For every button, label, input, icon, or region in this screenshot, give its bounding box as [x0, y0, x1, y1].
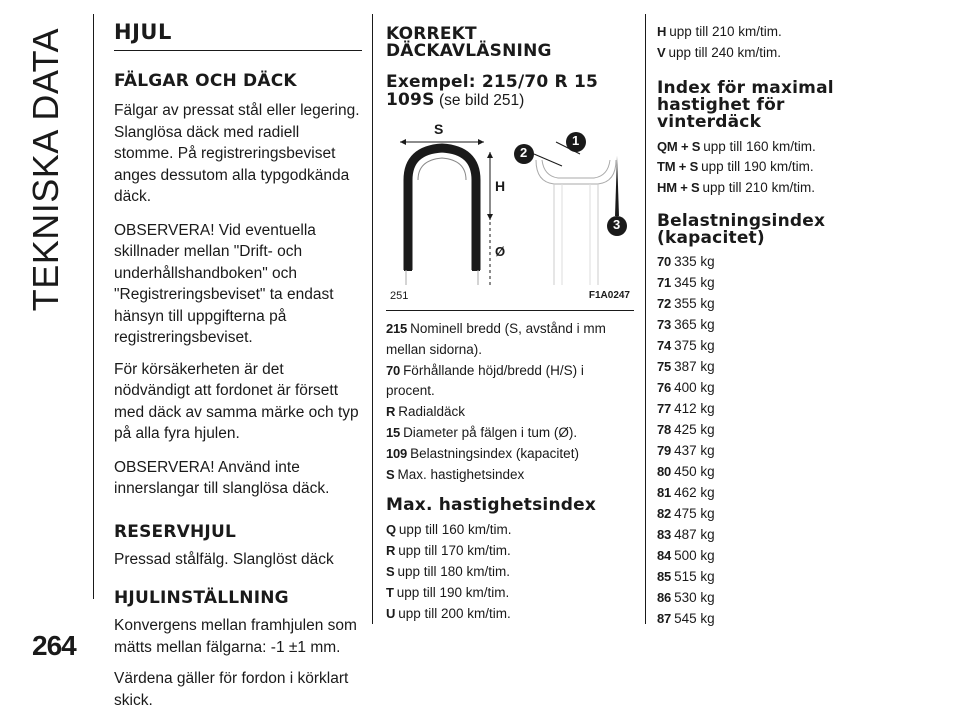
winter-index-key: HM + S: [657, 180, 700, 196]
speed-index-value: upp till 240 km/tim.: [668, 44, 782, 60]
speed-index-item: [386, 520, 634, 541]
sidebar-divider: [93, 14, 94, 599]
load-index-key: 87: [657, 610, 672, 626]
load-index-key: 80: [657, 463, 672, 479]
page-title: HJUL: [114, 20, 362, 51]
speed-index-key: Q: [386, 522, 396, 538]
legend-key: R: [386, 404, 396, 420]
legend-key: 109: [386, 445, 408, 461]
load-index-item: [657, 503, 887, 524]
load-index-item: [657, 335, 887, 356]
speed-index-value: upp till 170 km/tim.: [398, 543, 511, 559]
speed-index-value: upp till 210 km/tim.: [669, 24, 782, 39]
winter-index-item: [657, 157, 887, 178]
tyre-figure: [386, 120, 634, 311]
tube-note-paragraph: OBSERVERA! Använd inte innerslangar till slanglösa däck.: [114, 458, 330, 497]
speed-index-list-continued: [657, 22, 887, 64]
legend-value: Diameter på fälgen i tum (Ø).: [403, 424, 578, 440]
load-index-value: 530 kg: [674, 589, 715, 605]
load-index-item: [657, 545, 887, 566]
column-wheels: [114, 20, 362, 711]
tyre-reading-heading: KORREKT DÄCKAVLÄSNING: [386, 24, 552, 61]
section-sidebar: [18, 14, 78, 594]
legend-key: 15: [386, 424, 401, 440]
load-index-key: 77: [657, 400, 672, 416]
load-index-item: [657, 293, 887, 314]
load-index-item: [657, 587, 887, 608]
tyre-diagram: [386, 120, 634, 290]
load-index-value: 412 kg: [674, 400, 715, 416]
load-index-key: 70: [657, 253, 672, 269]
legend-item: [386, 423, 634, 444]
load-index-value: 437 kg: [674, 442, 715, 458]
rims-paragraph: Fälgar av pressat stål eller legering. Slanglösa däck med radiell stomme. På registreringsbeviset anges dessutom alla typgodkända däck.: [114, 102, 360, 205]
winter-speed-index-heading: Index för maximal hastighet för vinterdäck: [657, 77, 834, 132]
speed-index-item: [657, 43, 887, 64]
load-index-key: 71: [657, 274, 672, 290]
example-figure-reference: (se bild 251): [438, 92, 525, 109]
speed-index-value: upp till 180 km/tim.: [397, 563, 511, 579]
legend-key: 215: [386, 321, 408, 336]
load-index-value: 400 kg: [674, 379, 715, 395]
speed-index-key: H: [657, 24, 667, 39]
tyre-code-legend: [386, 319, 634, 485]
example-line: [386, 74, 634, 110]
legend-item: [386, 402, 634, 423]
winter-index-item: [657, 178, 887, 199]
load-index-key: 82: [657, 505, 672, 521]
alignment-heading: HJULINSTÄLLNING: [114, 588, 289, 608]
page-number: 264: [32, 630, 76, 661]
speed-index-heading: Max. hastighetsindex: [386, 495, 597, 516]
speed-index-item: [386, 583, 634, 604]
load-index-key: 78: [657, 421, 672, 437]
load-index-key: 79: [657, 442, 672, 458]
alignment-note: Värdena gäller för fordon i körklart skick.: [114, 670, 349, 709]
column-divider: [645, 14, 646, 624]
speed-index-value: upp till 200 km/tim.: [398, 605, 511, 621]
legend-item: [386, 361, 634, 403]
load-index-key: 72: [657, 295, 672, 311]
load-index-item: [657, 398, 887, 419]
spare-wheel-heading: RESERVHJUL: [114, 521, 236, 542]
note-paragraph: OBSERVERA! Vid eventuella skillnader mellan "Drift- och underhållshandboken" och "Registreringsbeviset" ta endast hänsyn till uppgifterna på registreringsbeviset.: [114, 221, 334, 346]
load-index-value: 335 kg: [674, 253, 715, 269]
load-index-value: 500 kg: [674, 547, 715, 563]
load-index-item: [657, 377, 887, 398]
load-index-key: 76: [657, 379, 672, 395]
load-index-value: 375 kg: [674, 337, 715, 353]
load-index-key: 74: [657, 337, 672, 353]
legend-value: Radialdäck: [398, 404, 465, 420]
callout-1: 1: [572, 133, 580, 148]
legend-value: Förhållande höjd/bredd (H/S) i procent.: [386, 362, 584, 399]
speed-index-key: T: [386, 584, 394, 600]
speed-index-key: S: [386, 563, 395, 579]
winter-speed-index-list: [657, 137, 887, 199]
load-index-key: 86: [657, 589, 672, 605]
load-index-item: [657, 356, 887, 377]
legend-item: [386, 444, 634, 465]
legend-key: 70: [386, 362, 401, 378]
load-index-value: 462 kg: [674, 484, 715, 500]
callout-2: 2: [520, 145, 528, 160]
load-index-value: 450 kg: [674, 463, 715, 479]
winter-index-value: upp till 210 km/tim.: [702, 180, 816, 196]
load-index-item: [657, 461, 887, 482]
load-index-item: [657, 608, 887, 629]
safety-paragraph: För körsäkerheten är det nödvändigt att fordonet är försett med däck av samma märke och typ på alla fyra hjulen.: [114, 360, 359, 442]
figure-code: F1A0247: [588, 290, 630, 301]
load-index-key: 81: [657, 484, 672, 500]
load-index-key: 84: [657, 547, 672, 563]
load-index-item: [657, 524, 887, 545]
winter-index-key: TM + S: [657, 159, 699, 175]
alignment-paragraph: Konvergens mellan framhjulen som mätts mellan fälgarna: -1 ±1 mm.: [114, 617, 357, 656]
load-index-key: 73: [657, 316, 672, 332]
column-divider: [372, 14, 373, 624]
load-index-value: 425 kg: [674, 421, 715, 437]
winter-index-item: [657, 137, 887, 158]
load-index-value: 365 kg: [674, 316, 715, 332]
speed-index-value: upp till 160 km/tim.: [398, 522, 512, 538]
winter-index-value: upp till 160 km/tim.: [703, 138, 816, 154]
speed-index-item: [657, 22, 887, 43]
load-index-value: 355 kg: [674, 295, 715, 311]
winter-index-key: QM + S: [657, 138, 701, 154]
load-index-item: [657, 440, 887, 461]
legend-item: [386, 465, 634, 486]
speed-index-key: R: [386, 543, 396, 559]
load-index-value: 515 kg: [674, 568, 715, 584]
dimension-label-h: H: [495, 178, 506, 194]
load-index-list: [657, 251, 887, 629]
load-index-key: 75: [657, 358, 672, 374]
speed-index-list: [386, 520, 634, 624]
load-index-value: 345 kg: [674, 274, 715, 290]
figure-number: 251: [390, 290, 409, 302]
speed-index-item: [386, 604, 634, 625]
speed-index-key: U: [386, 605, 396, 621]
winter-index-value: upp till 190 km/tim.: [701, 159, 814, 175]
load-index-key: 83: [657, 526, 672, 542]
dimension-label-s: S: [434, 121, 444, 137]
load-index-item: [657, 419, 887, 440]
load-index-heading: Belastningsindex (kapacitet): [657, 210, 826, 248]
legend-value: Belastningsindex (kapacitet): [410, 445, 579, 461]
load-index-item: [657, 251, 887, 272]
rims-heading: FÄLGAR OCH DÄCK: [114, 71, 297, 91]
load-index-key: 85: [657, 568, 672, 584]
load-index-item: [657, 314, 887, 335]
load-index-value: 387 kg: [674, 358, 715, 374]
section-title: TEKNISKA DATA: [25, 28, 66, 312]
legend-key: S: [386, 466, 395, 482]
spare-wheel-text: Pressad stålfälg. Slanglöst däck: [114, 550, 334, 568]
load-index-value: 487 kg: [674, 526, 715, 542]
callout-3: 3: [613, 217, 621, 232]
example-label: Exempel: 215/70 R 15 109S: [386, 72, 599, 110]
column-indexes: [657, 22, 887, 629]
legend-item: [386, 319, 634, 361]
legend-value: Nominell bredd (S, avstånd i mm mellan sidorna).: [386, 321, 606, 357]
load-index-item: [657, 566, 887, 587]
load-index-value: 545 kg: [674, 610, 715, 626]
dimension-label-diameter: Ø: [495, 244, 506, 259]
column-tyre-reading: [386, 20, 634, 624]
load-index-item: [657, 482, 887, 503]
load-index-value: 475 kg: [674, 505, 715, 521]
legend-value: Max. hastighetsindex: [397, 466, 525, 482]
speed-index-key: V: [657, 44, 666, 60]
speed-index-item: [386, 562, 634, 583]
load-index-item: [657, 272, 887, 293]
speed-index-value: upp till 190 km/tim.: [396, 584, 510, 600]
speed-index-item: [386, 541, 634, 562]
